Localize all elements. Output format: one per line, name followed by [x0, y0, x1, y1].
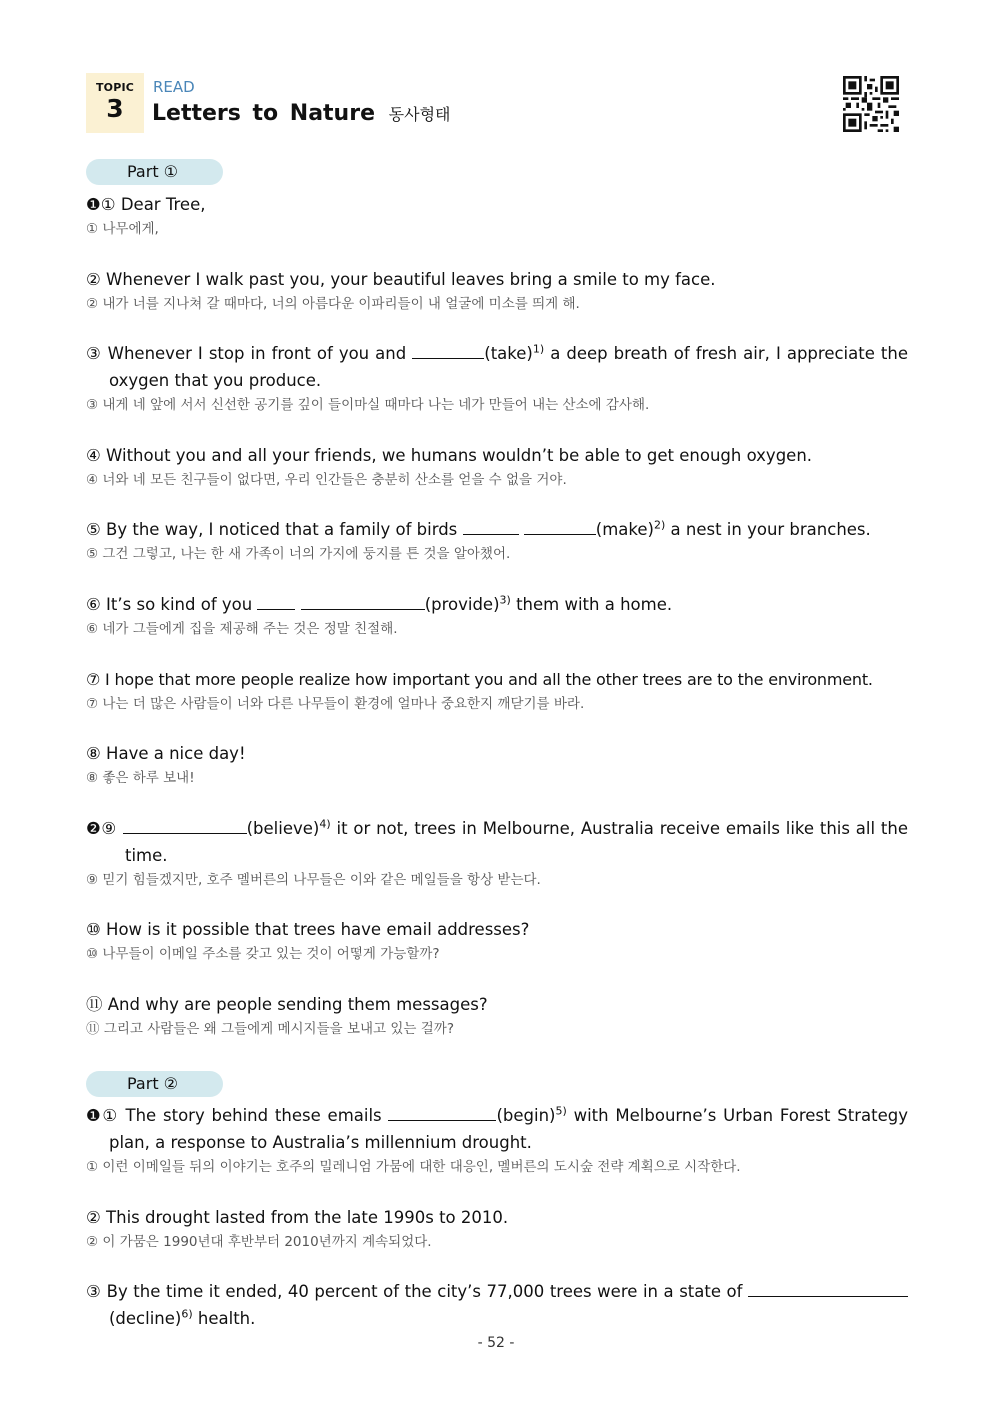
page-title — [152, 101, 451, 126]
topic-number: 3 — [106, 94, 124, 123]
title-subtitle: 동사형태 — [388, 105, 451, 124]
topic-badge — [86, 73, 144, 133]
part2-label: Part ② — [86, 1071, 223, 1097]
section-label: READ — [153, 78, 195, 96]
title-text: Letters to Nature — [152, 101, 375, 126]
part2-sentence-2 — [86, 1204, 908, 1252]
sentence-6 — [86, 591, 908, 639]
sentence-ko: ② 내가 너를 지나쳐 갈 때마다, 너의 아름다운 이파리들이 내 얼굴에 미소를 띄게 해. — [86, 296, 580, 312]
sentence-ko: ① 나무에게, — [86, 221, 159, 237]
qr-code-icon[interactable] — [843, 76, 899, 132]
sentence-en: ❶① Dear Tree, — [86, 195, 206, 214]
sentence-ko: ② 이 가뭄은 1990년대 후반부터 2010년까지 계속되었다. — [86, 1234, 432, 1250]
answer-blank[interactable] — [748, 1281, 908, 1297]
sentence-ko: ③ 내게 네 앞에 서서 신선한 공기를 깊이 들이마실 때마다 나는 네가 만들어 내는 산소에 감사해. — [86, 397, 650, 413]
sentence-en: ❶① The story behind these emails (begin)$^{5)}$ with Melbourne’s Urban Forest Strategy plan, a response to Australia’s millennium drought. — [86, 1104, 908, 1152]
sentence-11 — [86, 991, 908, 1039]
sentence-ko: ⑨ 믿기 힘들겠지만, 호주 멜버른의 나무들은 이와 같은 메일들을 항상 받는다. — [86, 872, 541, 888]
answer-blank[interactable] — [301, 594, 425, 610]
sentence-2 — [86, 266, 908, 314]
part1-label: Part ① — [86, 159, 223, 185]
sentence-ko: ⑧ 좋은 하루 보내! — [86, 770, 195, 786]
sentence-en: ② This drought lasted from the late 1990s to 2010. — [86, 1208, 509, 1227]
sentence-ko: ⑦ 나는 더 많은 사람들이 너와 다른 나무들이 환경에 얼마나 중요한지 깨닫기를 바라. — [86, 696, 585, 712]
part2-sentence-3 — [86, 1278, 908, 1332]
sentence-ko: ① 이런 이메일들 뒤의 이야기는 호주의 밀레니엄 가뭄에 대한 대응인, 멜버른의 도시숲 전략 계획으로 시작한다. — [86, 1159, 741, 1175]
sentence-en: ⑤ By the way, I noticed that a family of birds (make)$^{2)}$ a nest in your branches. — [86, 518, 871, 539]
sentence-en: ③ By the time it ended, 40 percent of the city’s 77,000 trees were in a state of (decline)$^{6)}$ health. — [86, 1278, 908, 1332]
sentence-en: ⑧ Have a nice day! — [86, 744, 246, 763]
answer-blank[interactable] — [463, 519, 519, 535]
page-number: - 52 - — [477, 1335, 515, 1351]
answer-blank[interactable] — [123, 818, 247, 834]
answer-blank[interactable] — [257, 594, 295, 610]
sentence-ko: ⑪ 그리고 사람들은 왜 그들에게 메시지들을 보내고 있는 걸까? — [86, 1021, 454, 1037]
sentence-ko: ⑩ 나무들이 이메일 주소를 갖고 있는 것이 어떻게 가능할까? — [86, 946, 440, 962]
sentence-ko: ④ 너와 네 모든 친구들이 없다면, 우리 인간들은 충분히 산소를 얻을 수 없을 거야. — [86, 472, 567, 488]
answer-blank[interactable] — [388, 1105, 496, 1121]
sentence-en: ⑦ I hope that more people realize how important you and all the other trees are to the environment. — [86, 670, 873, 689]
sentence-10 — [86, 916, 908, 964]
sentence-1 — [86, 191, 908, 239]
sentence-en: ③ Whenever I stop in front of you and (take)$^{1)}$ a deep breath of fresh air, I appreciate the oxygen that you produce. — [86, 342, 908, 390]
sentence-en: ⑩ How is it possible that trees have email addresses? — [86, 920, 530, 939]
sentence-5 — [86, 516, 908, 564]
sentence-ko: ⑤ 그건 그렇고, 나는 한 새 가족이 너의 가지에 둥지를 튼 것을 알아챘어. — [86, 546, 511, 562]
topic-label: TOPIC — [95, 81, 135, 94]
sentence-9 — [86, 815, 908, 890]
sentence-en: ⑪ And why are people sending them messages? — [86, 995, 488, 1014]
sentence-en: ❷⑨ (believe)$^{4)}$ it or not, trees in Melbourne, Australia receive emails like this all the time. — [86, 817, 909, 865]
sentence-en: ② Whenever I walk past you, your beautiful leaves bring a smile to my face. — [86, 270, 716, 289]
sentence-8 — [86, 740, 908, 788]
sentence-ko: ⑥ 네가 그들에게 집을 제공해 주는 것은 정말 친절해. — [86, 621, 398, 637]
sentence-en: ⑥ It’s so kind of you (provide)$^{3)}$ them with a home. — [86, 593, 673, 614]
part2-sentence-1 — [86, 1102, 908, 1177]
sentence-7 — [86, 666, 908, 714]
sentence-4 — [86, 442, 908, 490]
sentence-3 — [86, 340, 908, 415]
sentence-en: ④ Without you and all your friends, we humans wouldn’t be able to get enough oxygen. — [86, 446, 813, 465]
answer-blank[interactable] — [412, 343, 484, 359]
answer-blank[interactable] — [524, 519, 596, 535]
